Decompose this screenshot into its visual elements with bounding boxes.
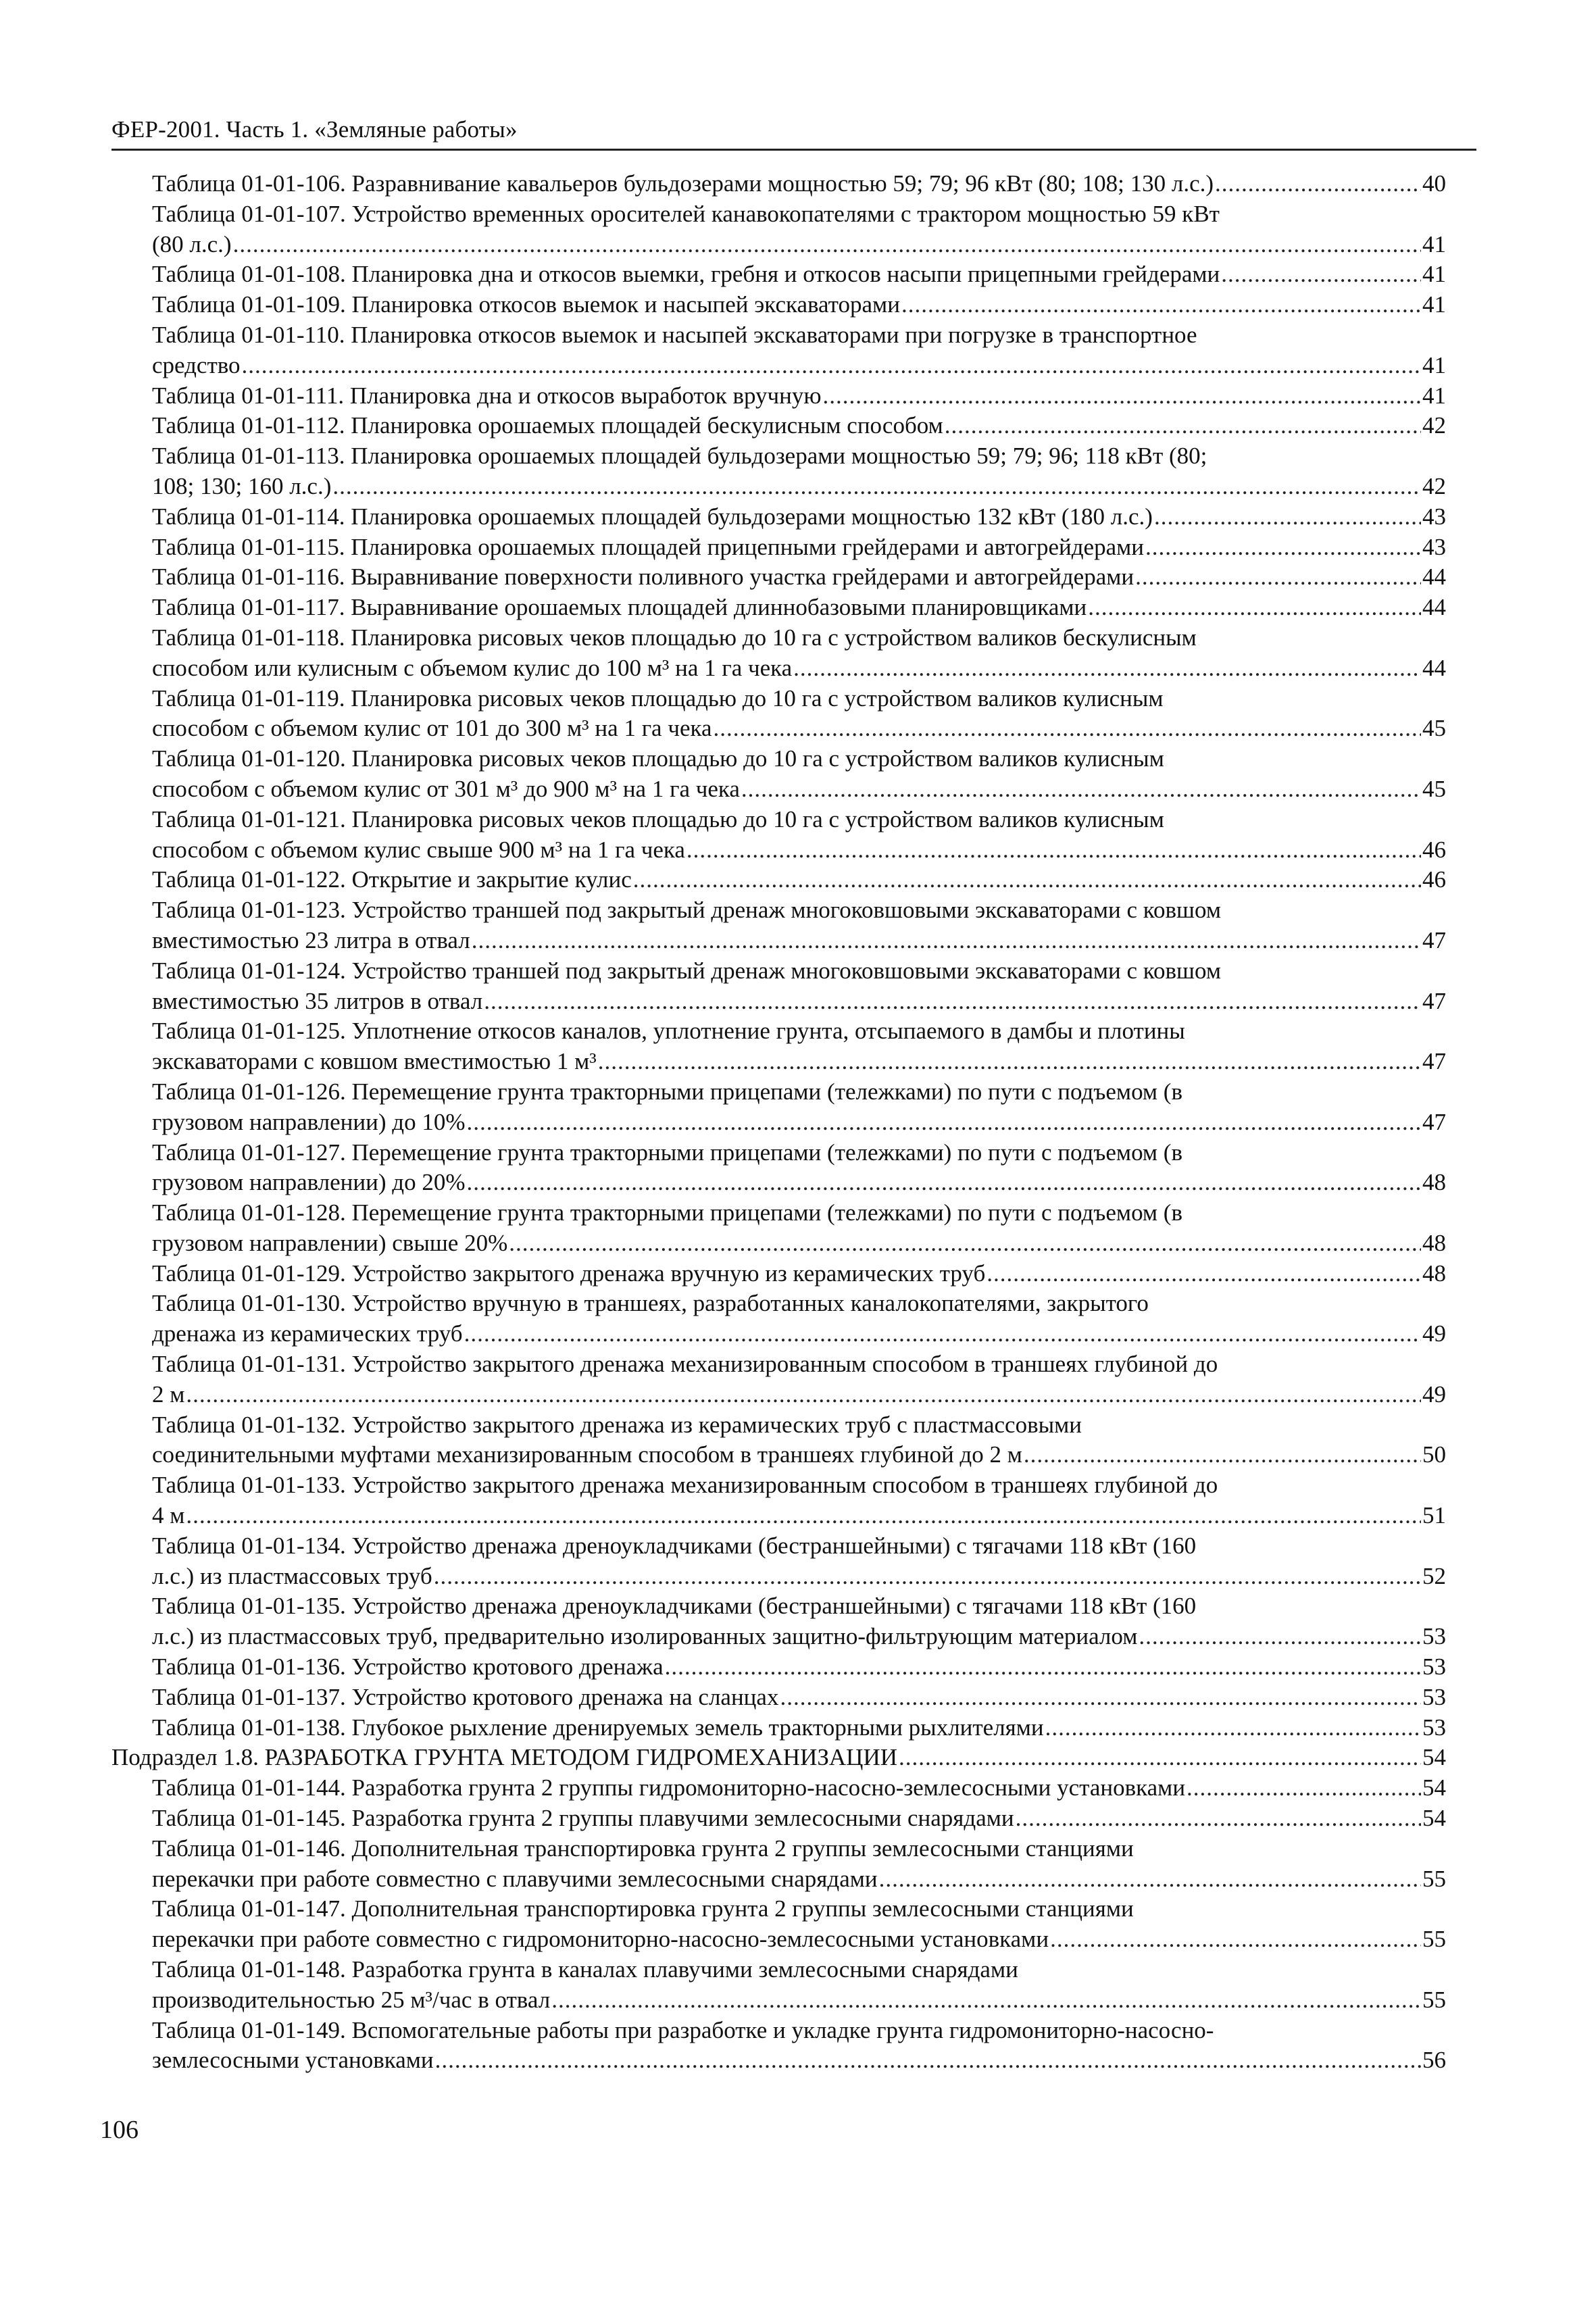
dot-leader — [233, 230, 1421, 260]
dot-leader — [1145, 532, 1421, 563]
toc-page-number: 56 — [1422, 2047, 1446, 2074]
toc-entry-final-line — [152, 230, 1446, 260]
toc-entry[interactable] — [152, 1652, 1446, 1683]
dot-leader — [741, 774, 1421, 805]
page-number: 106 — [100, 2116, 139, 2144]
toc-entry-title-line: Таблица 01-01-138. Глубокое рыхление дренируемых земель тракторными рыхлителями — [152, 1714, 1044, 1741]
toc-entry-title-line: Таблица 01-01-119. Планировка рисовых чеков площадью до 10 га с устройством валиков кулисным — [152, 684, 1164, 712]
toc-page-number: 42 — [1422, 412, 1446, 439]
toc-page-number: 45 — [1422, 715, 1446, 742]
toc-entry-title-line: Таблица 01-01-127. Перемещение грунта тракторными прицепами (тележками) по пути с подъемом (в — [152, 1139, 1182, 1166]
dot-leader — [464, 1319, 1421, 1349]
toc-entry-title-line: Таблица 01-01-113. Планировка орошаемых площадей бульдозерами мощностью 59; 79; 96; 118 кВт (80; — [152, 443, 1207, 470]
toc-entry-final-line — [152, 865, 1446, 895]
toc-entry-title-line: способом или кулисным с объемом кулис до 100 м³ на 1 га чека — [152, 654, 793, 681]
toc-entry-title-line: перекачки при работе совместно с плавучими землесосными снарядами — [152, 1865, 878, 1892]
toc-page-number: 51 — [1422, 1502, 1446, 1529]
toc-entry-title-line: Таблица 01-01-132. Устройство закрытого дренажа из керамических труб с пластмассовыми — [152, 1411, 1082, 1438]
toc-entry[interactable] — [152, 1955, 1446, 2016]
toc-page-number: 49 — [1422, 1380, 1446, 1408]
toc-entry-final-line — [152, 1622, 1446, 1652]
toc-entry-title-line: Таблица 01-01-115. Планировка орошаемых площадей прицепными грейдерами и автогрейдерами — [152, 533, 1145, 560]
dot-leader — [780, 1683, 1421, 1713]
toc-entry-final-line — [152, 381, 1446, 412]
toc-page-number: 55 — [1422, 1926, 1446, 1953]
dot-leader — [687, 835, 1421, 866]
toc-entry[interactable] — [152, 956, 1446, 1017]
toc-entry-title-line: Таблица 01-01-145. Разработка грунта 2 группы плавучими землесосными снарядами — [152, 1805, 1014, 1832]
toc-page-number: 48 — [1422, 1260, 1446, 1287]
toc-page-number: 47 — [1422, 1048, 1446, 1075]
toc-entry[interactable] — [152, 169, 1446, 199]
toc-entry[interactable] — [152, 1713, 1446, 1743]
toc-entry-title-line: Таблица 01-01-123. Устройство траншей под закрытый дренаж многоковшовыми экскаваторами с ковшом — [152, 897, 1221, 924]
toc-entry-title-line: вместимостью 23 литра в отвал — [152, 926, 470, 953]
toc-entry[interactable] — [152, 1470, 1446, 1531]
toc-entry-title-line: л.с.) из пластмассовых труб — [152, 1562, 432, 1589]
dot-leader — [1135, 562, 1421, 593]
toc-entry[interactable] — [152, 1834, 1446, 1895]
dot-leader — [242, 351, 1421, 381]
toc-entry-title-line: Таблица 01-01-130. Устройство вручную в траншеях, разработанных каналокопателями, закрытого — [152, 1290, 1149, 1317]
toc-entry-title-line: грузовом направлении) свыше 20% — [152, 1229, 508, 1256]
toc-page-number: 45 — [1422, 775, 1446, 802]
toc-entry[interactable] — [152, 1077, 1446, 1138]
toc-page-number: 40 — [1422, 170, 1446, 197]
toc-entry-title-line: грузовом направлении) до 10% — [152, 1108, 466, 1135]
toc-entry-title-line: производительностью 25 м³/час в отвал — [152, 1986, 551, 2013]
toc-entry-final-line — [152, 472, 1446, 502]
toc-page-number: 54 — [1422, 1774, 1446, 1801]
toc-page-number: 48 — [1422, 1169, 1446, 1196]
dot-leader — [879, 1864, 1421, 1895]
toc-entry[interactable] — [152, 623, 1446, 684]
dot-leader — [551, 1985, 1421, 2016]
toc-entry-final-line — [152, 411, 1446, 441]
toc-entry-final-line — [152, 653, 1446, 684]
toc-entry-title-line: Таблица 01-01-118. Планировка рисовых чеков площадью до 10 га с устройством валиков бескулисным — [152, 624, 1197, 651]
toc-page-number: 41 — [1422, 261, 1446, 288]
toc-entry-final-line — [152, 1440, 1446, 1470]
toc-entry-final-line — [152, 1985, 1446, 2016]
toc-entry-final-line — [152, 1168, 1446, 1198]
toc-entry-final-line — [152, 1803, 1446, 1834]
toc-entry-title-line: Таблица 01-01-149. Вспомогательные работы при разработке и укладке грунта гидромониторно-насосно- — [152, 2016, 1214, 2043]
toc-entry-title-line: перекачки при работе совместно с гидромониторно-насосно-землесосными установками — [152, 1926, 1049, 1953]
toc-page-number: 50 — [1422, 1441, 1446, 1468]
toc-entry-title-line: Таблица 01-01-137. Устройство кротового дренажа на сланцах — [152, 1683, 779, 1710]
toc-entry[interactable] — [152, 1803, 1446, 1834]
dot-leader — [901, 290, 1421, 320]
toc-entry-title-line: Таблица 01-01-116. Выравнивание поверхности поливного участка грейдерами и автогрейдерами — [152, 564, 1134, 591]
toc-entry[interactable] — [152, 1198, 1446, 1259]
dot-leader — [1088, 593, 1421, 623]
toc-page-number: 49 — [1422, 1320, 1446, 1347]
toc-entry-final-line — [152, 926, 1446, 956]
toc-entry[interactable] — [152, 744, 1446, 805]
toc-entry-title-line: Таблица 01-01-135. Устройство дренажа дреноукладчиками (бестраншейными) с тягачами 118 кВт (160 — [152, 1593, 1197, 1620]
toc-entry[interactable] — [152, 411, 1446, 441]
toc-entry[interactable] — [152, 259, 1446, 290]
dot-leader — [332, 472, 1421, 502]
toc-entry-final-line — [152, 502, 1446, 532]
toc-entry-title-line: Таблица 01-01-126. Перемещение грунта тракторными прицепами (тележками) по пути с подъемом (в — [152, 1078, 1182, 1105]
toc-entry-title-line: вместимостью 35 литров в отвал — [152, 987, 483, 1014]
toc-page-number: 41 — [1422, 382, 1446, 409]
toc-entry-title-line: Таблица 01-01-114. Планировка орошаемых площадей бульдозерами мощностью 132 кВт (180 л.с.) — [152, 503, 1153, 530]
toc-entry-title-line: Таблица 01-01-129. Устройство закрытого дренажа вручную из керамических труб — [152, 1260, 986, 1287]
toc-entry-final-line — [111, 1743, 1446, 1773]
toc-section-entry[interactable] — [111, 1743, 1446, 1773]
toc-entry[interactable] — [152, 1016, 1446, 1077]
toc-entry-title-line: дренажа из керамических труб — [152, 1320, 463, 1347]
toc-entry-final-line — [152, 1228, 1446, 1259]
toc-page-number: 52 — [1422, 1562, 1446, 1589]
dot-leader — [793, 653, 1421, 684]
toc-page-number: 47 — [1422, 987, 1446, 1014]
dot-leader — [1016, 1803, 1421, 1834]
dot-leader — [509, 1228, 1421, 1259]
toc-entry[interactable] — [152, 1289, 1446, 1349]
dot-leader — [1024, 1440, 1421, 1470]
toc-page-number: 53 — [1422, 1714, 1446, 1741]
toc-entry-title-line: Таблица 01-01-148. Разработка грунта в каналах плавучими землесосными снарядами — [152, 1956, 1018, 1983]
toc-entry-title-line: Таблица 01-01-147. Дополнительная транспортировка грунта 2 группы землесосными станциями — [152, 1895, 1134, 1922]
toc-page-number: 54 — [1422, 1744, 1446, 1771]
toc-entry[interactable] — [152, 1531, 1446, 1592]
toc-entry[interactable] — [152, 199, 1446, 260]
toc-entry-final-line — [152, 532, 1446, 563]
toc-page-number: 41 — [1422, 230, 1446, 257]
toc-page-number: 44 — [1422, 594, 1446, 621]
toc-entry-title-line: Таблица 01-01-109. Планировка откосов выемок и насыпей экскаваторами — [152, 291, 900, 318]
toc-entry-final-line — [152, 1501, 1446, 1531]
toc-entry[interactable] — [152, 320, 1446, 381]
toc-entry[interactable] — [152, 1410, 1446, 1471]
toc-entry-title-line: 108; 130; 160 л.с.) — [152, 472, 332, 499]
dot-leader — [186, 1380, 1421, 1410]
toc-entry-title-line: (80 л.с.) — [152, 230, 232, 257]
toc-entry[interactable] — [152, 865, 1446, 895]
toc-entry-title-line: Таблица 01-01-125. Уплотнение откосов каналов, уплотнение грунта, отсыпаемого в дамбы и плотины — [152, 1018, 1185, 1045]
toc-entry[interactable] — [152, 684, 1446, 745]
toc-entry-title-line: Таблица 01-01-124. Устройство траншей под закрытый дренаж многоковшовыми экскаваторами с ковшом — [152, 957, 1221, 984]
toc-entry-final-line — [152, 290, 1446, 320]
dot-leader — [899, 1743, 1421, 1773]
toc-entry[interactable] — [152, 502, 1446, 532]
toc-entry-title-line: Таблица 01-01-108. Планировка дна и откосов выемки, гребня и откосов насыпи прицепными грейдерами — [152, 261, 1220, 288]
toc-entry[interactable] — [152, 441, 1446, 502]
toc-entry-title-line: Таблица 01-01-131. Устройство закрытого дренажа механизированным способом в траншеях глубиной до — [152, 1351, 1218, 1378]
toc-entry-title-line: Таблица 01-01-146. Дополнительная транспортировка грунта 2 группы землесосными станциями — [152, 1835, 1134, 1862]
dot-leader — [1139, 1622, 1421, 1652]
dot-leader — [186, 1501, 1421, 1531]
toc-entry-title-line: землесосными установками — [152, 2047, 434, 2074]
toc-entry[interactable] — [152, 1894, 1446, 1955]
toc-page-number: 53 — [1422, 1623, 1446, 1650]
toc-entry-final-line — [152, 1864, 1446, 1895]
toc-entry-final-line — [152, 562, 1446, 593]
dot-leader — [987, 1259, 1421, 1289]
dot-leader — [633, 865, 1421, 895]
toc-entry[interactable] — [152, 1138, 1446, 1199]
toc-entry-final-line — [152, 714, 1446, 744]
toc-entry-title-line: способом с объемом кулис свыше 900 м³ на 1 га чека — [152, 836, 685, 863]
dot-leader — [466, 1168, 1421, 1198]
toc-entry-title-line: Таблица 01-01-120. Планировка рисовых чеков площадью до 10 га с устройством валиков кулисным — [152, 745, 1164, 772]
toc-entry-final-line — [152, 1683, 1446, 1713]
toc-page-number: 42 — [1422, 472, 1446, 499]
toc-entry[interactable] — [152, 2016, 1446, 2076]
toc-entry-final-line — [152, 1652, 1446, 1683]
toc-entry[interactable] — [152, 1773, 1446, 1803]
toc-entry[interactable] — [152, 532, 1446, 563]
toc-entry[interactable] — [152, 805, 1446, 866]
dot-leader — [1154, 502, 1421, 532]
dot-leader — [435, 2045, 1421, 2076]
toc-entry-title-line: 2 м — [152, 1380, 185, 1408]
toc-entry-final-line — [152, 1259, 1446, 1289]
toc-page-number: 46 — [1422, 866, 1446, 893]
dot-leader — [945, 411, 1421, 441]
toc-entry-title-line: соединительными муфтами механизированным способом в траншеях глубиной до 2 м — [152, 1441, 1022, 1468]
toc-entry-title-line: Таблица 01-01-112. Планировка орошаемых площадей бескулисным способом — [152, 412, 943, 439]
toc-entry-final-line — [152, 1773, 1446, 1803]
dot-leader — [472, 926, 1421, 956]
toc-entry-final-line — [152, 987, 1446, 1017]
toc-entry-title-line: Таблица 01-01-133. Устройство закрытого дренажа механизированным способом в траншеях глубиной до — [152, 1472, 1218, 1499]
toc-entry-final-line — [152, 169, 1446, 199]
toc-entry-title-line: 4 м — [152, 1502, 185, 1529]
toc-entry-final-line — [152, 1713, 1446, 1743]
dot-leader — [1221, 259, 1421, 290]
running-header: ФЕР-2001. Часть 1. «Земляные работы» — [111, 116, 518, 143]
dot-leader — [713, 714, 1421, 744]
toc-entry-final-line — [152, 259, 1446, 290]
toc-entry-title-line: Таблица 01-01-128. Перемещение грунта тракторными прицепами (тележками) по пути с подъемом (в — [152, 1199, 1182, 1226]
toc-entry-title-line: Подраздел 1.8. РАЗРАБОТКА ГРУНТА МЕТОДОМ ГИДРОМЕХАНИЗАЦИИ — [111, 1744, 897, 1771]
dot-leader — [484, 987, 1421, 1017]
toc-entry-title-line: способом с объемом кулис от 301 м³ до 900 м³ на 1 га чека — [152, 775, 740, 802]
dot-leader — [434, 1562, 1421, 1592]
toc-entry-title-line: способом с объемом кулис от 101 до 300 м³ на 1 га чека — [152, 715, 712, 742]
toc-entry-final-line — [152, 593, 1446, 623]
dot-leader — [1045, 1713, 1421, 1743]
toc-entry-final-line — [152, 835, 1446, 866]
toc-entry-title-line: Таблица 01-01-134. Устройство дренажа дреноукладчиками (бестраншейными) с тягачами 118 кВт (160 — [152, 1532, 1197, 1559]
toc-entry[interactable] — [152, 1349, 1446, 1410]
toc-entry-title-line: Таблица 01-01-122. Открытие и закрытие кулис — [152, 866, 632, 893]
dot-leader — [466, 1107, 1421, 1138]
toc-entry[interactable] — [152, 562, 1446, 593]
toc-entry-title-line: Таблица 01-01-110. Планировка откосов выемок и насыпей экскаваторами при погрузке в транспортное — [152, 321, 1197, 348]
toc-entry-final-line — [152, 774, 1446, 805]
toc-page-number: 53 — [1422, 1683, 1446, 1710]
toc-entry-final-line — [152, 1380, 1446, 1410]
toc-entry-title-line: Таблица 01-01-111. Планировка дна и откосов выработок вручную — [152, 382, 822, 409]
toc-entry-final-line — [152, 2045, 1446, 2076]
toc-entry[interactable] — [152, 1591, 1446, 1652]
toc-entry-title-line: Таблица 01-01-144. Разработка грунта 2 группы гидромониторно-насосно-землесосными установками — [152, 1774, 1186, 1801]
toc-entry-final-line — [152, 1924, 1446, 1955]
toc-entry[interactable] — [152, 895, 1446, 956]
toc-entry[interactable] — [152, 1259, 1446, 1289]
dot-leader — [1187, 1773, 1421, 1803]
toc-entry[interactable] — [152, 593, 1446, 623]
dot-leader — [823, 381, 1421, 412]
toc-page-number: 43 — [1422, 503, 1446, 530]
toc-page-number: 41 — [1422, 291, 1446, 318]
toc-entry-final-line — [152, 1107, 1446, 1138]
dot-leader — [1215, 169, 1421, 199]
toc-entry[interactable] — [152, 381, 1446, 412]
toc-entry-final-line — [152, 351, 1446, 381]
toc-entry-title-line: Таблица 01-01-106. Разравнивание кавальеров бульдозерами мощностью 59; 79; 96 кВт (80; 108; 130 л.с.) — [152, 170, 1214, 197]
table-of-contents — [0, 169, 1596, 2076]
toc-page-number: 48 — [1422, 1229, 1446, 1256]
toc-page-number: 44 — [1422, 654, 1446, 681]
toc-entry-title-line: Таблица 01-01-117. Выравнивание орошаемых площадей длиннобазовыми планировщиками — [152, 594, 1087, 621]
toc-entry[interactable] — [152, 1683, 1446, 1713]
toc-page-number: 54 — [1422, 1805, 1446, 1832]
toc-page-number: 46 — [1422, 836, 1446, 863]
toc-page-number: 41 — [1422, 351, 1446, 378]
toc-page-number: 47 — [1422, 1108, 1446, 1135]
toc-entry-title-line: грузовом направлении) до 20% — [152, 1169, 466, 1196]
toc-entry-title-line: Таблица 01-01-136. Устройство кротового дренажа — [152, 1653, 664, 1681]
toc-page-number: 44 — [1422, 564, 1446, 591]
toc-entry-final-line — [152, 1562, 1446, 1592]
dot-leader — [1050, 1924, 1421, 1955]
toc-page-number: 55 — [1422, 1986, 1446, 2013]
toc-entry-title-line: Таблица 01-01-121. Планировка рисовых чеков площадью до 10 га с устройством валиков кулисным — [152, 805, 1164, 832]
toc-page-number: 43 — [1422, 533, 1446, 560]
toc-entry-title-line: Таблица 01-01-107. Устройство временных оросителей канавокопателями с трактором мощностью 59 кВт — [152, 200, 1220, 227]
dot-leader — [665, 1652, 1421, 1683]
toc-page-number: 53 — [1422, 1653, 1446, 1681]
toc-entry[interactable] — [152, 290, 1446, 320]
toc-page-number: 47 — [1422, 926, 1446, 953]
toc-entry-title-line: экскаваторами с ковшом вместимостью 1 м³ — [152, 1048, 597, 1075]
toc-entry-title-line: средство — [152, 351, 241, 378]
toc-entry-final-line — [152, 1319, 1446, 1349]
toc-entry-title-line: л.с.) из пластмассовых труб, предварительно изолированных защитно-фильтрующим материалом — [152, 1623, 1138, 1650]
header-rule — [111, 149, 1476, 151]
dot-leader — [598, 1047, 1421, 1077]
toc-page-number: 55 — [1422, 1865, 1446, 1892]
toc-entry-final-line — [152, 1047, 1446, 1077]
